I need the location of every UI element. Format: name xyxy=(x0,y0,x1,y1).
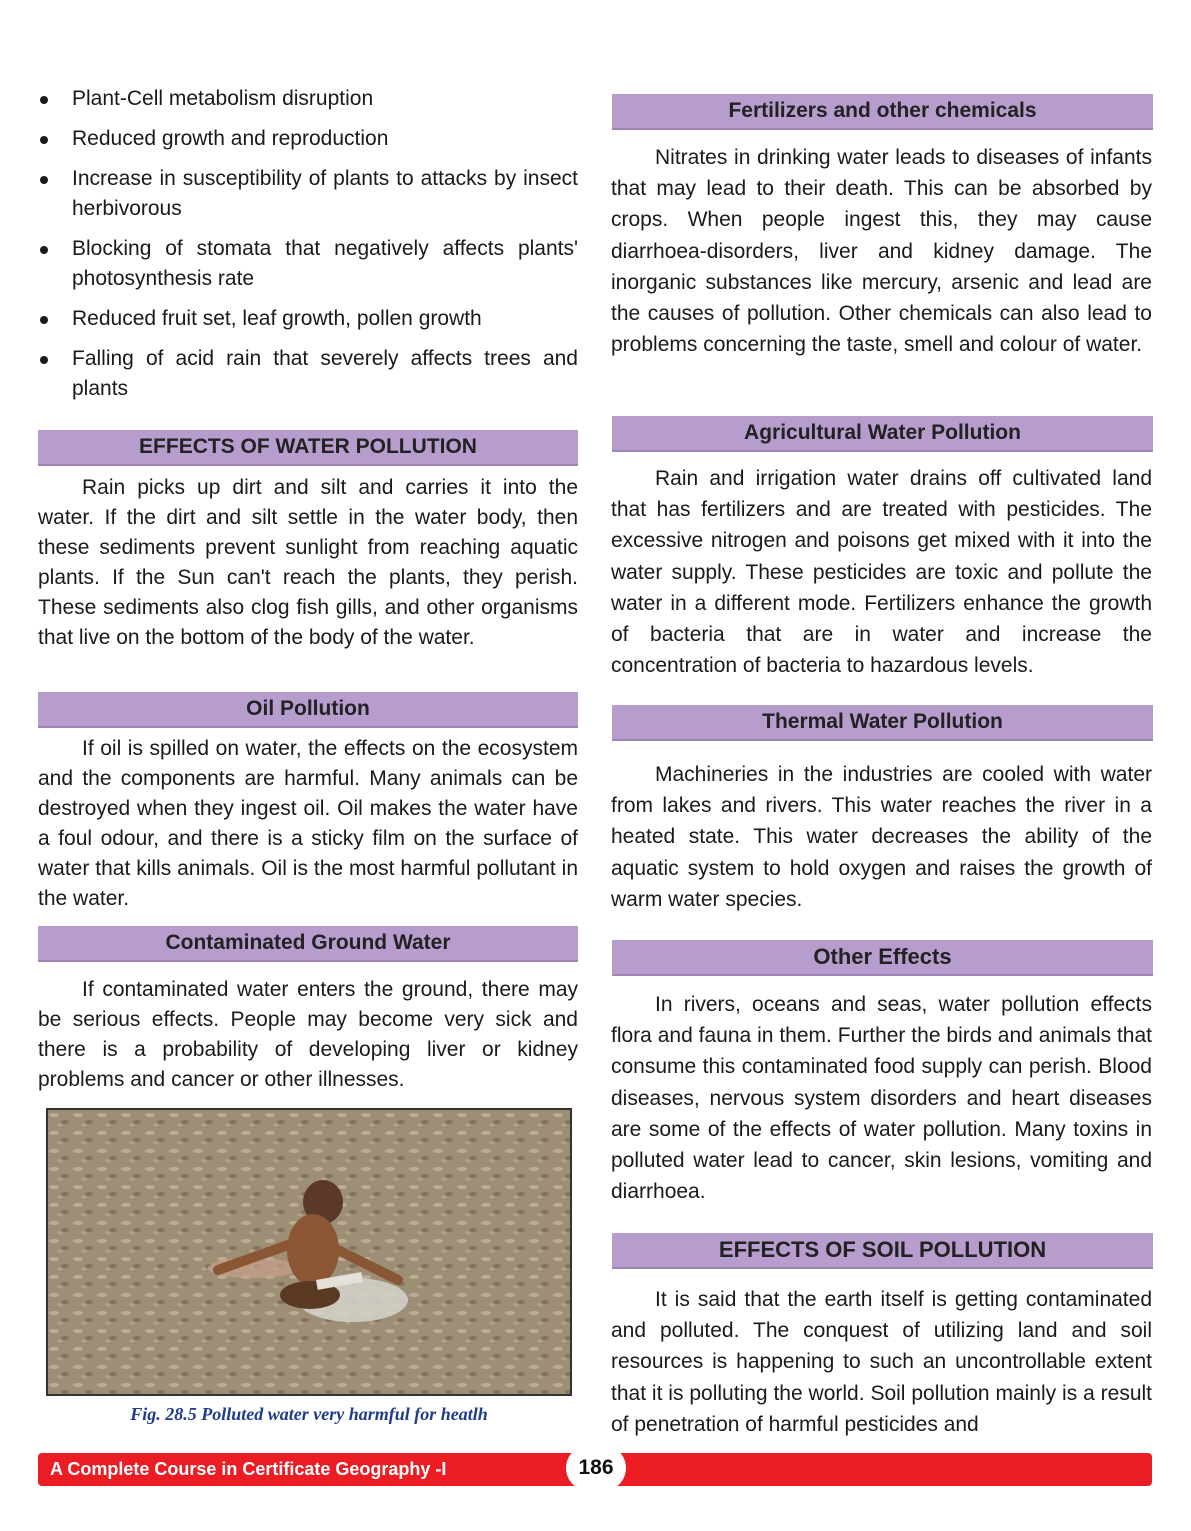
list-item: Blocking of stomata that negatively affects plants' photosynthesis rate xyxy=(38,234,578,294)
bullet-icon xyxy=(40,96,48,104)
list-item: Plant-Cell metabolism disruption xyxy=(38,84,578,114)
bullet-icon xyxy=(40,246,48,254)
paragraph-agricultural: Rain and irrigation water drains off cultivated land that has fertilizers and are treated with pesticides. The excessive nitrogen and poisons get mixed with it into the water supply. These pesticides are toxic and pollute the water in a different mode. Fertilizers enhance the growth of bacteria that are in water and increase the concentration of bacteria to hazardous levels. xyxy=(611,467,1152,678)
page-number: 186 xyxy=(566,1445,626,1491)
book-title: A Complete Course in Certificate Geography -I xyxy=(50,1459,447,1479)
section-heading-oil: Oil Pollution xyxy=(38,692,578,728)
section-heading-agricultural: Agricultural Water Pollution xyxy=(612,416,1153,452)
paragraph-soil: It is said that the earth itself is getting contaminated and polluted. The conquest of utilizing land and soil resources is happening to such an uncontrollable extent that it is polluting the world. Soil pollution mainly is a result of penetration of harmful pesticides and xyxy=(611,1288,1152,1436)
list-item: Reduced growth and reproduction xyxy=(38,124,578,154)
paragraph-other: In rivers, oceans and seas, water pollution effects flora and fauna in them. Further the birds and animals that consume this contaminated food supply can perish. Blood diseases, nervous system disorders and heart diseases are some of the effects of water pollution. Many toxins in polluted water lead to cancer, skin lesions, vomiting and diarrhoea. xyxy=(611,993,1152,1204)
section-heading-fertilizers: Fertilizers and other chemicals xyxy=(612,94,1153,130)
list-item: Reduced fruit set, leaf growth, pollen growth xyxy=(38,304,578,334)
bullet-icon xyxy=(40,316,48,324)
bullet-list xyxy=(38,84,578,414)
section-heading-ground: Contaminated Ground Water xyxy=(38,926,578,962)
polluted-water-image xyxy=(48,1110,570,1394)
bullet-icon xyxy=(40,176,48,184)
paragraph-oil: If oil is spilled on water, the effects on the ecosystem and the components are harmful. Many animals can be destroyed when they ingest oil. Oil makes the water have a foul odour, and there is a sticky film on the surface of water that kills animals. Oil is the most harmful pollutant in the water. xyxy=(38,737,578,910)
footer-bar xyxy=(38,1453,1152,1486)
bullet-icon xyxy=(40,356,48,364)
paragraph-thermal: Machineries in the industries are cooled with water from lakes and rivers. This water reaches the river in a heated state. This water decreases the ability of the aquatic system to hold oxygen and raises the growth of warm water species. xyxy=(611,763,1152,911)
section-heading-soil: EFFECTS OF SOIL POLLUTION xyxy=(612,1233,1153,1269)
section-heading-water-effects: EFFECTS OF WATER POLLUTION xyxy=(38,430,578,466)
section-heading-thermal: Thermal Water Pollution xyxy=(612,705,1153,741)
section-heading-other: Other Effects xyxy=(612,940,1153,976)
list-item: Falling of acid rain that severely affects trees and plants xyxy=(38,344,578,404)
bullet-icon xyxy=(40,136,48,144)
paragraph-fertilizers: Nitrates in drinking water leads to diseases of infants that may lead to their death. This can be absorbed by crops. When people ingest this, they may cause diarrhoea-disorders, liver and kidney damage. The inorganic substances like mercury, arsenic and lead are the causes of pollution. Other chemicals can also lead to problems concerning the taste, smell and colour of water. xyxy=(611,146,1152,357)
paragraph-water-effects: Rain picks up dirt and silt and carries it into the water. If the dirt and silt settle in the water body, then these sediments prevent sunlight from reaching aquatic plants. If the Sun can't reach the plants, they perish. These sediments also clog fish gills, and other organisms that live on the bottom of the body of the water. xyxy=(38,476,578,649)
paragraph-ground: If contaminated water enters the ground, there may be serious effects. People may become very sick and there is a probability of developing liver or kidney problems and cancer or other illnesses. xyxy=(38,978,578,1091)
figure-photo-polluted-water xyxy=(46,1108,572,1396)
figure-caption: Fig. 28.5 Polluted water very harmful for heatlh xyxy=(130,1404,488,1424)
list-item: Increase in susceptibility of plants to attacks by insect herbivorous xyxy=(38,164,578,224)
